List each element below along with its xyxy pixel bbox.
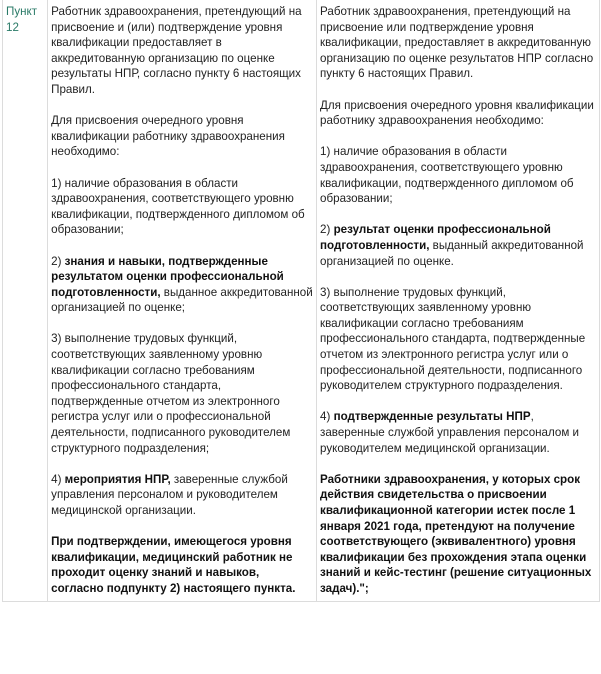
- old-paragraph: [51, 472, 313, 519]
- text-segment: 2): [51, 254, 65, 268]
- bold-text: При подтверждении, имеющегося уровня квалификации, медицинский работник не проходит оценку знаний и навыков, согласно подпункту 2) настоящего пункта.: [51, 535, 296, 595]
- text-segment: 4): [320, 410, 334, 424]
- new-paragraph: [320, 4, 596, 82]
- row-label-cell: [3, 0, 48, 601]
- text-segment: 1) наличие образования в области здравоохранения, соответствующего уровню квалификации, подтвержденного дипломом об образовании;: [320, 145, 574, 206]
- text-segment: , заверенные службой управления персоналом и руководителем медицинской организации.: [320, 410, 579, 455]
- text-segment: Для присвоения очередного уровня квалификации работнику здравоохранения необходимо:: [320, 98, 594, 128]
- row-label: Пункт 12: [6, 5, 38, 34]
- text-segment: 4): [51, 472, 65, 486]
- old-paragraph: [51, 331, 313, 456]
- text-segment: 2): [320, 223, 334, 237]
- new-paragraph: [320, 472, 596, 597]
- table-row: [3, 0, 600, 601]
- text-segment: 3) выполнение трудовых функций, соответствующих заявленному уровню квалификации согласно требованиям профессионального стандарта, подтвержденные отчетом из электронного регистра услуг или о профессиональной деятельности, подписанного руководителем структурного подразделения.: [320, 285, 586, 393]
- text-segment: Работник здравоохранения, претендующий на присвоение и (или) подтверждение уровня квалификации предоставляет в аккредитованную организацию по оценке результаты НПР, согласно пункту 6 настоящих Правил.: [51, 5, 302, 96]
- new-paragraph: [320, 409, 596, 456]
- old-paragraph: [51, 4, 313, 98]
- bold-text: результат оценки профессиональной подготовленности,: [320, 223, 551, 252]
- old-paragraph: [51, 534, 313, 596]
- old-text-column: [48, 0, 317, 601]
- new-paragraph: [320, 285, 596, 394]
- new-paragraph: [320, 98, 596, 129]
- new-paragraph: [320, 144, 596, 206]
- new-text-column: [317, 0, 600, 601]
- new-paragraph: [320, 222, 596, 269]
- bold-text: подтвержденные результаты НПР: [333, 410, 531, 424]
- text-segment: Работник здравоохранения, претендующий на присвоение или подтверждение уровня квалификации, предоставляет в аккредитованную организацию по оценке результатов НПР согласно пункту 6 настоящих Правил.: [320, 5, 594, 81]
- bold-text: знания и навыки, подтвержденные результатом оценки профессиональной подготовленности,: [51, 254, 284, 299]
- old-paragraph: [51, 176, 313, 238]
- text-segment: 3) выполнение трудовых функций, соответствующих заявленному уровню квалификации согласно требованиям профессионального стандарта, подтвержденные отчетом из электронного регистра услуг или о профессиональной деятельности, подписанного руководителем структурного подразделения;: [51, 332, 291, 455]
- text-segment: выданное аккредитованной организацией по оценке;: [51, 285, 313, 315]
- comparison-table: [2, 0, 600, 602]
- text-segment: заверенные службой управления персоналом и руководителем медицинской организации.: [51, 472, 288, 517]
- old-paragraph: [51, 254, 313, 316]
- old-paragraph: [51, 113, 313, 160]
- text-segment: 1) наличие образования в области здравоохранения, соответствующего уровню квалификации, подтвержденного дипломом об образовании;: [51, 176, 305, 237]
- bold-text: Работники здравоохранения, у которых срок действия свидетельства о присвоении квалификационной категории истек после 1 января 2021 года, претендуют на получение соответствующего (эквивалентного) уровня квалификации без прохождения этапа оценки знаний и кейс-тестинг (решение ситуационных задач).";: [320, 472, 592, 595]
- text-segment: выданный аккредитованной организацией по оценке.: [320, 238, 584, 268]
- bold-text: мероприятия НПР,: [64, 472, 171, 486]
- text-segment: Для присвоения очередного уровня квалификации работнику здравоохранения необходимо:: [51, 114, 285, 159]
